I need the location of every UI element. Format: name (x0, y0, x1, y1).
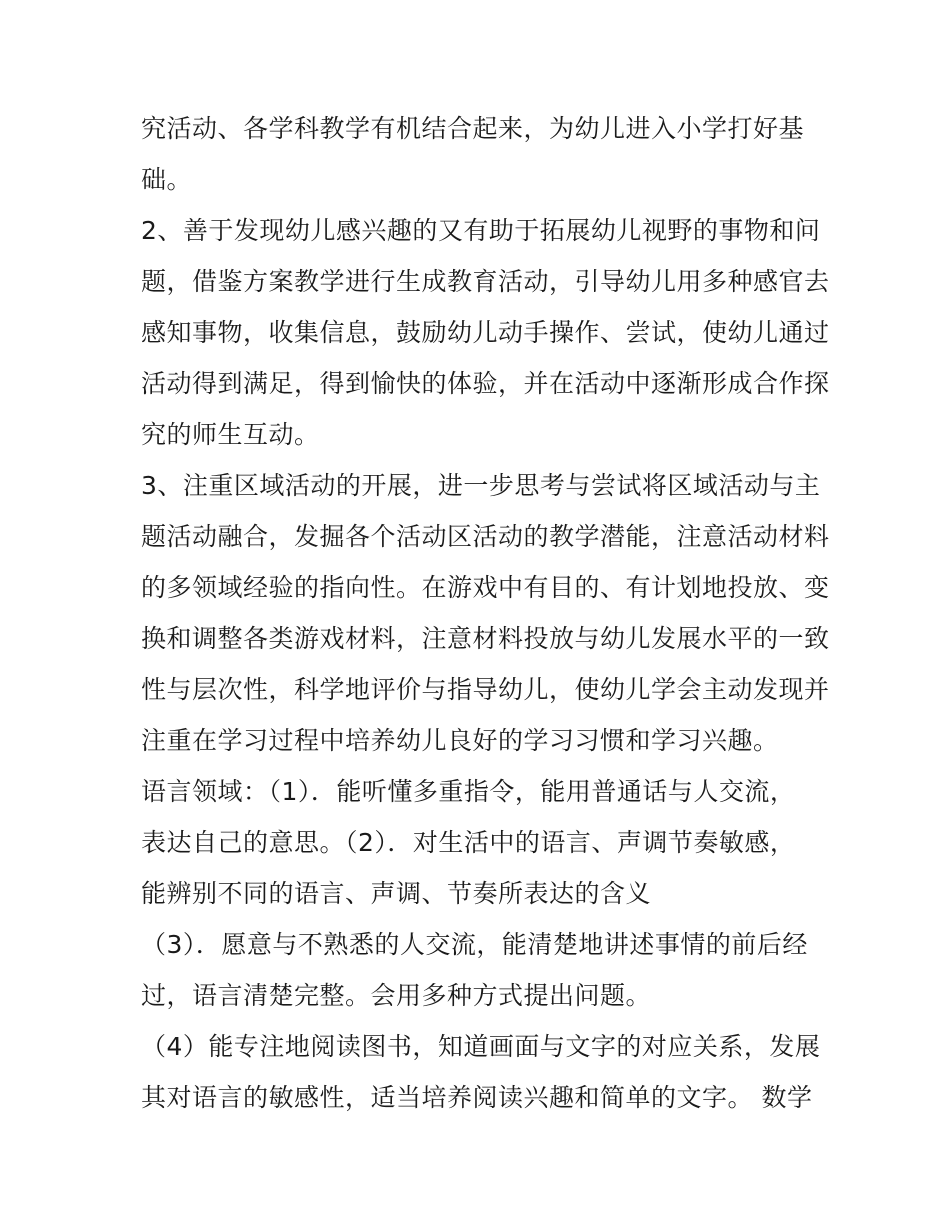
text-line: 题活动融合，发掘各个活动区活动的教学潜能，注意活动材料 (141, 522, 830, 551)
text-line: 注重在学习过程中培养幼儿良好的学习习惯和学习兴趣。 (141, 726, 779, 755)
text-line: 感知事物，收集信息，鼓励幼儿动手操作、尝试，使幼儿通过 (141, 318, 830, 347)
text-line: 活动得到满足，得到愉快的体验，并在活动中逐渐形成合作探 (141, 369, 830, 398)
text-line: （3）．愿意与不熟悉的人交流，能清楚地讲述事情的前后经 (141, 930, 808, 959)
text-line: （4）能专注地阅读图书，知道画面与文字的对应关系，发展 (141, 1032, 821, 1061)
text-line: 语言领域：（1）．能听懂多重指令，能用普通话与人交流， (141, 777, 796, 806)
text-line: 过，语言清楚完整。会用多种方式提出问题。 (141, 981, 652, 1010)
text-line: 2、善于发现幼儿感兴趣的又有助于拓展幼儿视野的事物和问 (141, 216, 821, 245)
text-line: 换和调整各类游戏材料，注意材料投放与幼儿发展水平的一致 (141, 624, 830, 653)
text-line: 题，借鉴方案教学进行生成教育活动，引导幼儿用多种感官去 (141, 267, 830, 296)
text-line: 能辨别不同的语言、声调、节奏所表达的含义 (141, 879, 652, 908)
text-line: 表达自己的意思。（2）．对生活中的语言、声调节奏敏感， (141, 828, 796, 857)
text-line: 的多领域经验的指向性。在游戏中有目的、有计划地投放、变 (141, 573, 830, 602)
text-line: 究的师生互动。 (141, 420, 320, 449)
text-line: 性与层次性，科学地评价与指导幼儿，使幼儿学会主动发现并 (141, 675, 830, 704)
text-line: 究活动、各学科教学有机结合起来，为幼儿进入小学打好基 (141, 114, 805, 143)
text-line: 础。 (141, 165, 193, 194)
text-line: 3、注重区域活动的开展，进一步思考与尝试将区域活动与主 (141, 471, 821, 500)
text-line: 其对语言的敏感性，适当培养阅读兴趣和简单的文字。 数学 (141, 1083, 813, 1112)
